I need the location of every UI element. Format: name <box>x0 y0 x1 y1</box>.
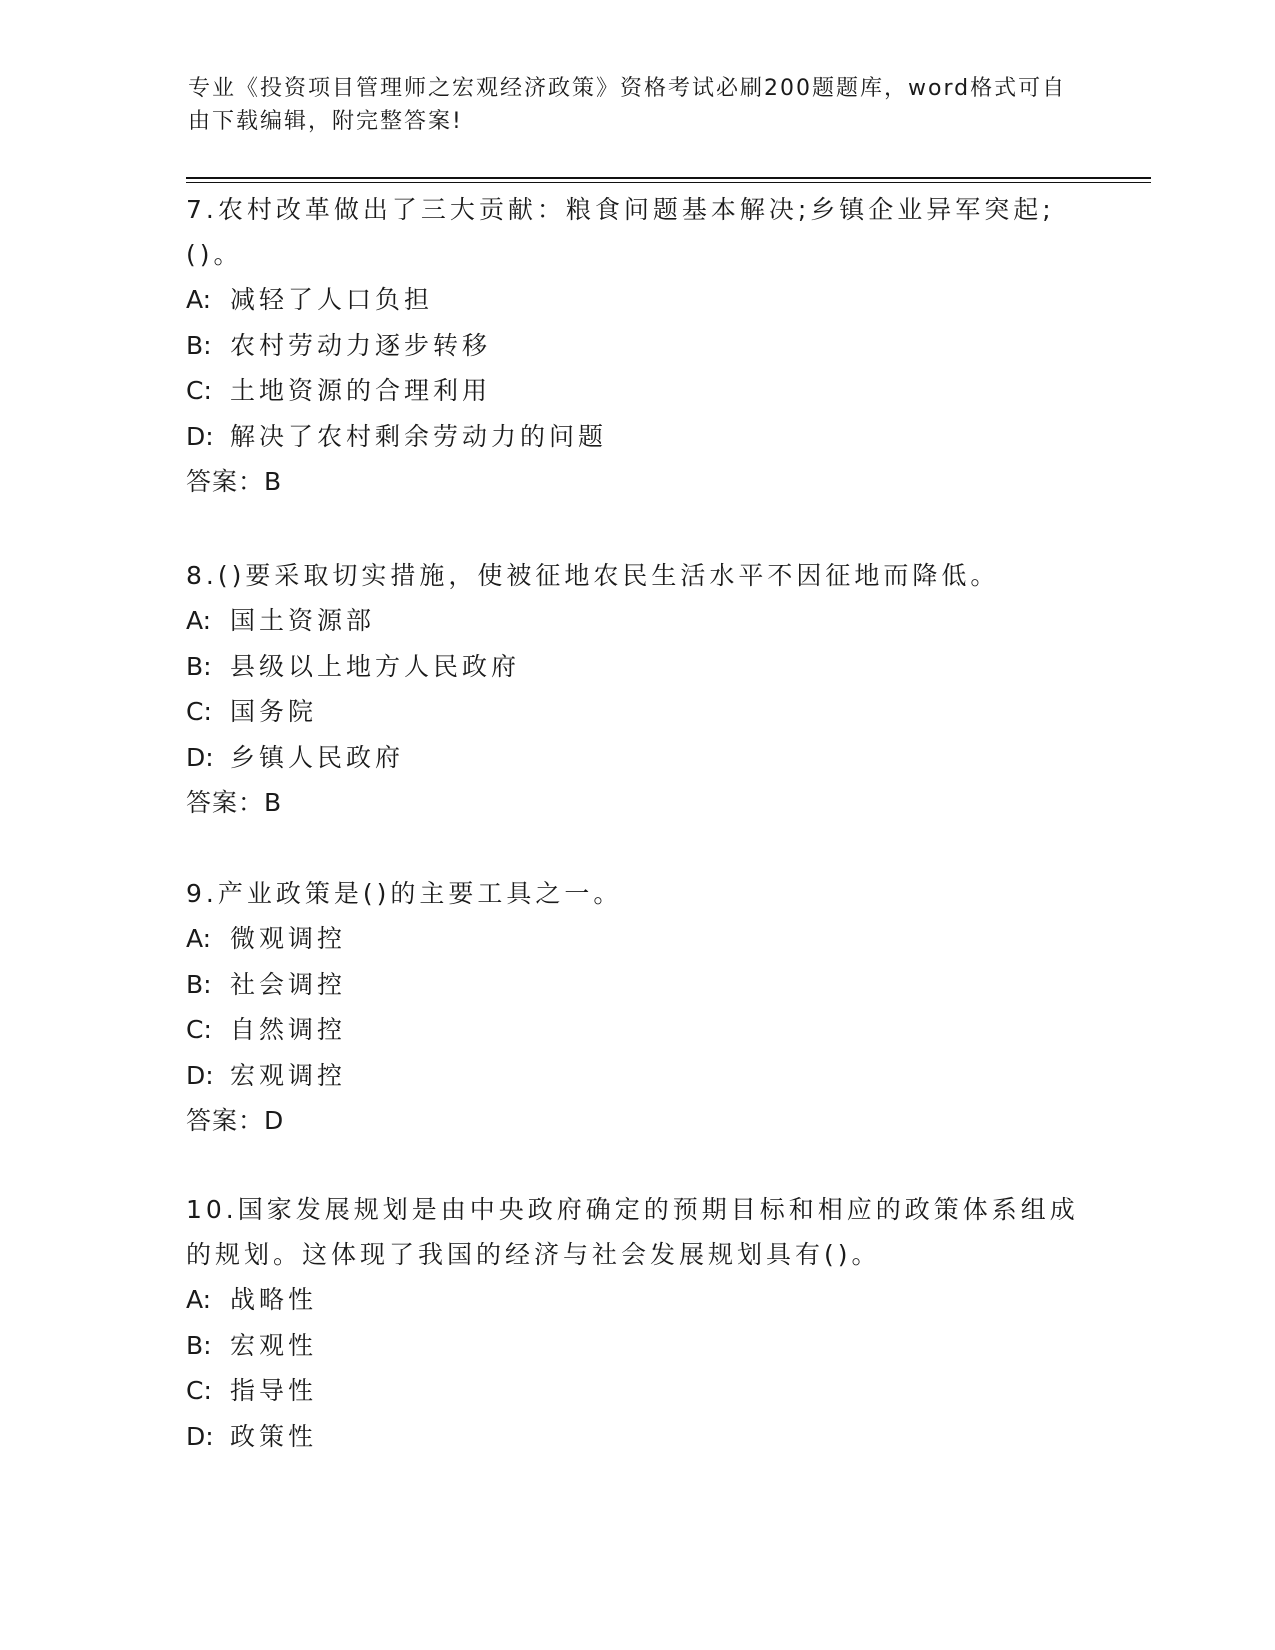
option-a <box>186 277 1086 323</box>
option-text: 国土资源部 <box>230 606 376 635</box>
option-b <box>186 1323 1086 1369</box>
option-text: 国务院 <box>230 697 318 726</box>
option-text: 指导性 <box>230 1376 318 1405</box>
question-8 <box>186 553 1086 826</box>
question-9 <box>186 871 1086 1144</box>
option-label: D: <box>186 1421 214 1451</box>
option-label: B: <box>186 969 212 999</box>
option-label: A: <box>186 606 212 635</box>
option-label: B: <box>186 651 212 681</box>
option-text: 社会调控 <box>230 969 347 999</box>
option-label: A: <box>186 924 212 953</box>
question-stem: 9.产业政策是()的主要工具之一。 <box>186 879 623 908</box>
option-label: C: <box>186 1015 212 1044</box>
option-text: 战略性 <box>230 1285 318 1314</box>
option-label: A: <box>186 1285 212 1314</box>
answer-line: 答案：D <box>186 1106 285 1135</box>
option-a <box>186 916 1086 962</box>
option-label: D: <box>186 421 214 451</box>
option-text: 乡镇人民政府 <box>230 742 405 772</box>
option-text: 宏观调控 <box>230 1060 347 1090</box>
option-d <box>186 1053 1086 1099</box>
option-d <box>186 1414 1086 1460</box>
option-text: 宏观性 <box>230 1330 318 1360</box>
question-7 <box>186 187 1086 505</box>
option-label: C: <box>186 697 212 726</box>
document-header: 专业《投资项目管理师之宏观经济政策》资格考试必刷200题题库，word格式可自由下载编辑，附完整答案! <box>188 76 1067 134</box>
option-text: 土地资源的合理利用 <box>230 376 492 405</box>
option-c <box>186 368 1086 414</box>
option-text: 县级以上地方人民政府 <box>230 651 521 681</box>
header-divider <box>186 177 1151 179</box>
option-c <box>186 689 1086 735</box>
option-text: 解决了农村剩余劳动力的问题 <box>230 421 608 451</box>
header-divider-thin <box>186 182 1151 183</box>
question-stem: 7.农村改革做出了三大贡献：粮食问题基本解决;乡镇企业异军突起;()。 <box>186 195 1055 269</box>
option-label: C: <box>186 1376 212 1405</box>
option-a <box>186 598 1086 644</box>
answer-line: 答案：B <box>186 788 283 817</box>
question-stem: 10.国家发展规划是由中央政府确定的预期目标和相应的政策体系组成的规划。这体现了我国的经济与社会发展规划具有()。 <box>186 1195 1079 1269</box>
option-c <box>186 1368 1086 1414</box>
option-text: 政策性 <box>230 1421 318 1451</box>
option-text: 减轻了人口负担 <box>230 285 434 314</box>
option-label: D: <box>186 1060 214 1090</box>
option-b <box>186 962 1086 1008</box>
option-d <box>186 414 1086 460</box>
option-b <box>186 644 1086 690</box>
option-label: A: <box>186 285 212 314</box>
option-c <box>186 1007 1086 1053</box>
option-d <box>186 735 1086 781</box>
option-text: 自然调控 <box>230 1015 347 1044</box>
option-b <box>186 323 1086 369</box>
option-text: 农村劳动力逐步转移 <box>230 330 492 360</box>
question-10 <box>186 1187 1086 1459</box>
option-label: B: <box>186 330 212 360</box>
question-stem: 8.()要采取切实措施，使被征地农民生活水平不因征地而降低。 <box>186 561 1000 590</box>
option-a <box>186 1277 1086 1323</box>
answer-line: 答案：B <box>186 467 283 496</box>
option-label: B: <box>186 1330 212 1360</box>
option-text: 微观调控 <box>230 924 347 953</box>
option-label: C: <box>186 376 212 405</box>
option-label: D: <box>186 742 214 772</box>
